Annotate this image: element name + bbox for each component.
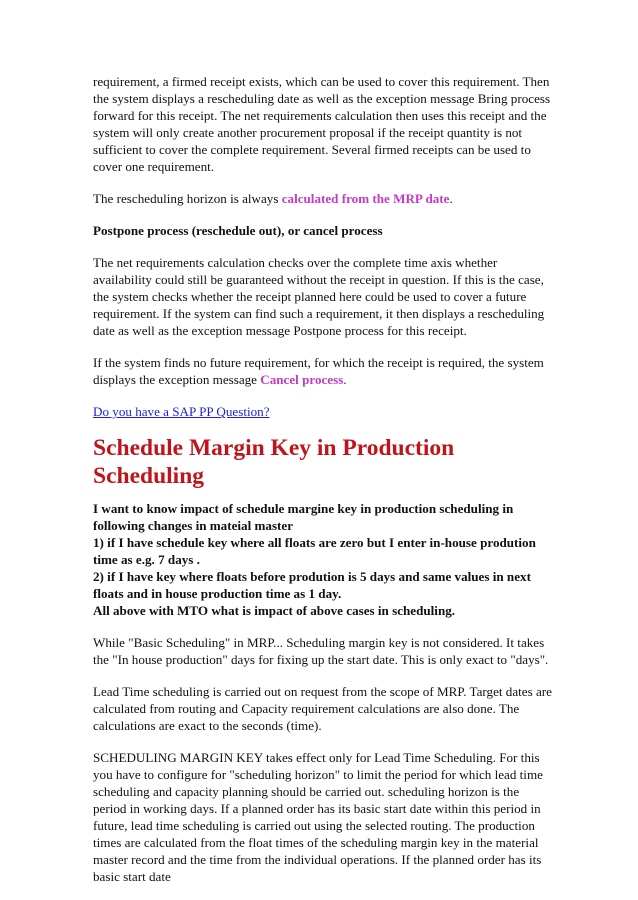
paragraph-cancel-process bbox=[93, 354, 553, 388]
paragraph-net-requirements: The net requirements calculation checks over the complete time axis whether availability could still be guaranteed without the receipt in question. If this is the case, the system checks whether the receipt planned here could be used to cover a future requirement. If the system can find such a requirement, it then displays a rescheduling date as well as the exception message Postpone process for this receipt. bbox=[93, 255, 545, 338]
paragraph-lead-time-scheduling: Lead Time scheduling is carried out on request from the scope of MRP. Target dates are calculated from routing and Capacity requirement calculations are also done. The calculations are exact to the seconds (time). bbox=[93, 684, 552, 733]
text-segment: . bbox=[449, 191, 453, 206]
text-segment: . bbox=[343, 372, 347, 387]
sap-pp-question-link[interactable]: Do you have a SAP PP Question? bbox=[93, 404, 270, 419]
paragraph-firmed-receipt: requirement, a firmed receipt exists, which can be used to cover this requirement. Then the system displays a rescheduling date as well as the exception message Bring process forward for this receipt. The net requirements calculation then uses this receipt and the system will only create another procurement proposal if the receipt quantity is not sufficient to cover the complete requirement. Several firmed receipts can be used to cover one requirement. bbox=[93, 74, 551, 174]
highlight-mrp-date: calculated from the MRP date bbox=[281, 191, 450, 206]
text-segment: If the system finds no future requirement, for which the receipt is required, the system displays the exception message bbox=[93, 355, 544, 387]
paragraph-rescheduling-horizon bbox=[93, 190, 553, 207]
question-line: 1) if I have schedule key where all floats are zero but I enter in-house prodution time as e.g. 7 days . bbox=[93, 535, 536, 567]
highlight-cancel-process: Cancel process bbox=[260, 372, 344, 387]
paragraph-basic-scheduling: While "Basic Scheduling" in MRP... Scheduling margin key is not considered. It takes the "In house production" days for fixing up the start date. This is only exact to "days". bbox=[93, 635, 549, 667]
heading-postpone-process: Postpone process (reschedule out), or cancel process bbox=[93, 223, 383, 238]
text-segment: The rescheduling horizon is always bbox=[93, 191, 282, 206]
section-title: Schedule Margin Key in Production Scheduling bbox=[93, 435, 455, 489]
question-line: 2) if I have key where floats before prodution is 5 days and same values in next floats and in house production time as 1 day. bbox=[93, 569, 531, 601]
document-page bbox=[93, 73, 553, 900]
question-link-paragraph bbox=[93, 403, 553, 420]
paragraph-scheduling-margin-key: SCHEDULING MARGIN KEY takes effect only for Lead Time Scheduling. For this you have to configure for "scheduling horizon" to limit the period for which lead time scheduling and capacity planning should be carried out. scheduling horizon is the period in working days. If a planned order has its basic start date within this period in future, lead time scheduling is carried out using the selected routing. The production times are calculated from the float times of the scheduling margin key in the material master record and the time from the individual operations. If the planned order has its basic start date bbox=[93, 750, 543, 884]
question-line: I want to know impact of schedule margine key in production scheduling in following changes in mateial master bbox=[93, 501, 514, 533]
question-block bbox=[93, 500, 553, 619]
question-line: All above with MTO what is impact of above cases in scheduling. bbox=[93, 603, 456, 618]
